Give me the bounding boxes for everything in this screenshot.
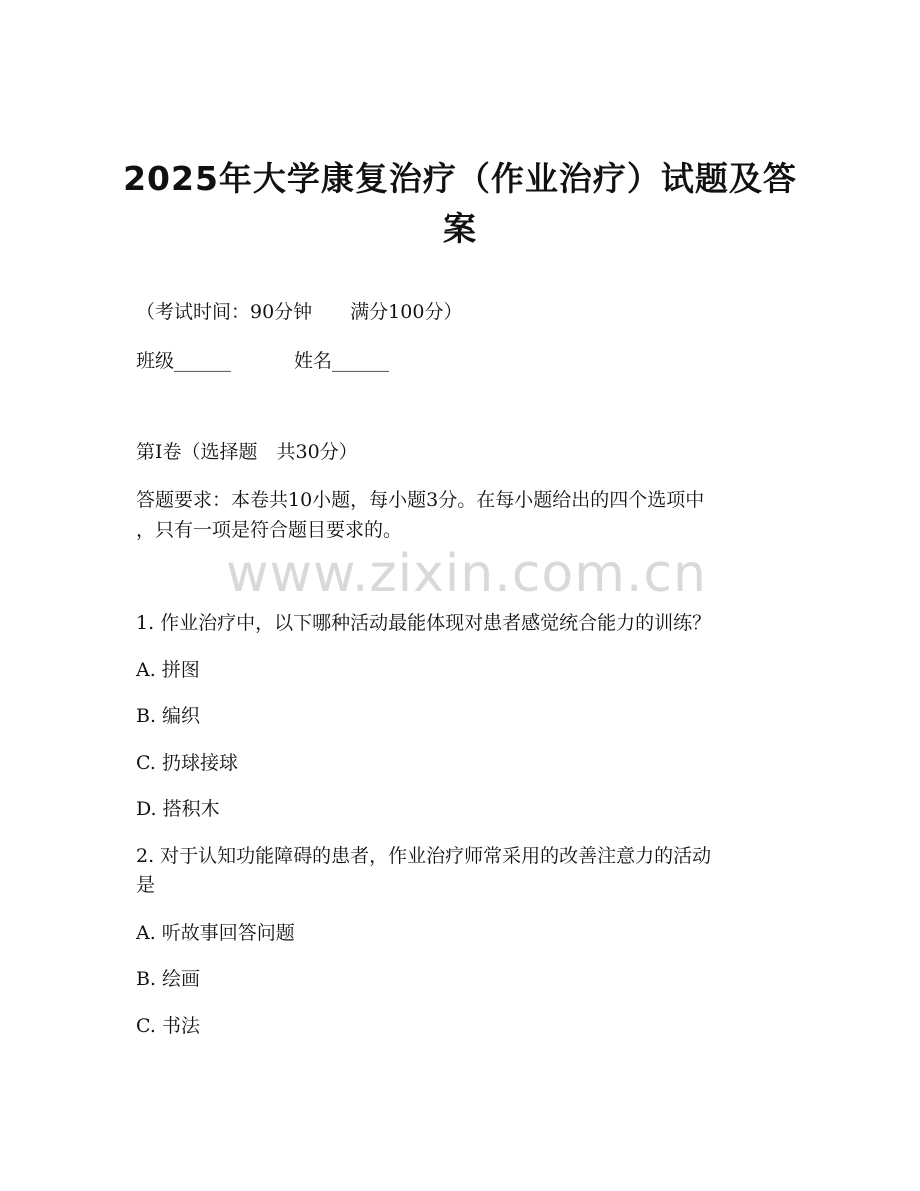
section-title: 第I卷（选择题 共30分） bbox=[136, 441, 358, 463]
question-2-option-c: C. 书法 bbox=[136, 1015, 200, 1037]
instructions-line-1: 答题要求：本卷共10小题，每小题3分。在每小题给出的四个选项中 bbox=[136, 489, 705, 511]
exam-info: （考试时间：90分钟 满分100分） bbox=[136, 301, 463, 323]
question-1-stem: 1. 作业治疗中，以下哪种活动最能体现对患者感觉统合能力的训练？ bbox=[136, 612, 712, 634]
class-field: 班级______ bbox=[136, 350, 232, 372]
question-2-stem-line-1: 2. 对于认知功能障碍的患者，作业治疗师常采用的改善注意力的活动 bbox=[136, 845, 712, 867]
question-1-option-a: A. 拼图 bbox=[136, 659, 200, 681]
question-1-option-c: C. 扔球接球 bbox=[136, 752, 238, 774]
watermark: www.zixin.com.cn bbox=[226, 544, 707, 604]
name-field: 姓名______ bbox=[294, 350, 390, 372]
document-title-line-2: 案 bbox=[443, 209, 477, 248]
question-1-option-b: B. 编织 bbox=[136, 705, 201, 727]
question-2-stem-line-2: 是 bbox=[136, 874, 156, 896]
question-1-option-d: D. 搭积木 bbox=[136, 798, 220, 820]
question-2-option-a: A. 听故事回答问题 bbox=[136, 922, 295, 944]
question-2-option-b: B. 绘画 bbox=[136, 968, 201, 990]
document-title-line-1: 2025年大学康复治疗（作业治疗）试题及答 bbox=[123, 159, 797, 198]
instructions-line-2: ，只有一项是符合题目要求的。 bbox=[136, 519, 403, 541]
